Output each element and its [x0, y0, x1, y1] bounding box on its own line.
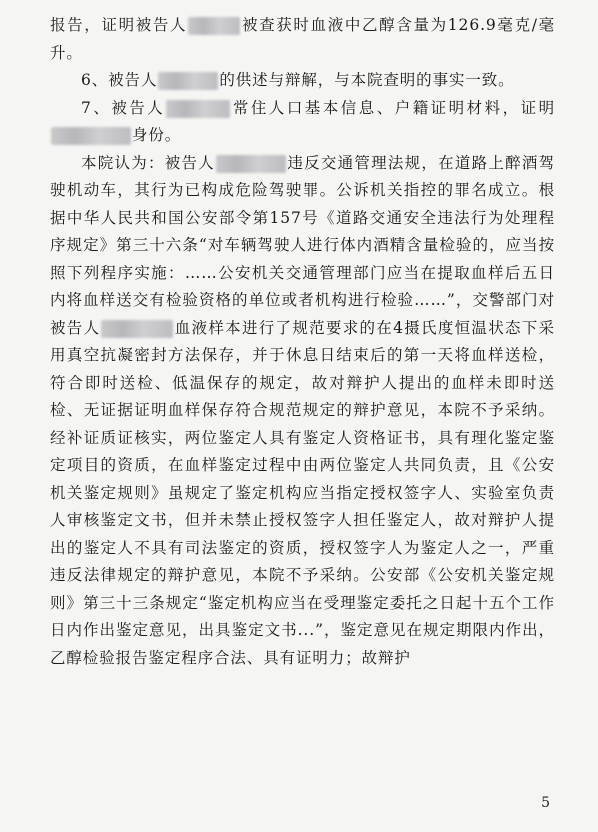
page-number: 5: [541, 795, 550, 811]
paragraph-text: 常住人口基本信息、户籍证明材料，证明: [231, 98, 555, 117]
paragraph-text: 血液样本进行了规范要求的在4摄氏度恒温状态下采用真空抗凝密封方法保存，并于休息日结束后的第一天将血样送检，符合即时送检、低温保存的规定，故对辩护人提出的血样未即时送检、无证据证明血样保存符合规范规定的辩护意见，本院不予采纳。经补证质证核实，两位鉴定人具有鉴定人资格证书，具有理化鉴定鉴定项目的资质，在血样鉴定过程中由两位鉴定人共同负责，且《公安机关鉴定规则》虽规定了鉴定机构应当指定授权签字人、实验室负责人审核鉴定文书，但并未禁止授权签字人担任鉴定人，故对辩护人提出的鉴定人不具有司法鉴定的资质，授权签字人为鉴定人之一，严重违反法律规定的辩护意见，本院不予采纳。公安部《公安机关鉴定规则》第三十三条规定“鉴定机构应当在受理鉴定委托之日起十五个工作日内作出鉴定意见，出具鉴定文书...”，鉴定意见在规定期限内作出，乙醇检验报告鉴定程序合法、具有证明力；故辩护: [50, 318, 555, 667]
redacted-name-block: [51, 127, 131, 145]
paragraph-text: 身份。: [132, 126, 182, 144]
paragraph-text: 本院认为：被告人: [81, 153, 215, 172]
paragraph-text: 的供述与辩解，与本院查明的事实一致。: [219, 71, 515, 89]
redacted-name-block: [166, 100, 230, 118]
redacted-name-block: [188, 17, 240, 35]
redacted-name-block: [158, 72, 218, 90]
paragraph-p1: [50, 12, 555, 67]
paragraph-text: 7、被告人: [81, 98, 166, 117]
paragraph-text: 报告，证明被告人: [50, 16, 188, 34]
paragraph-text: 6、被告人: [81, 71, 158, 89]
redacted-name-block: [101, 320, 173, 338]
paragraph-text: 被查获时血液中乙醇含量为126.9毫克/毫升。: [50, 16, 555, 62]
document-body: [50, 12, 555, 672]
redacted-name-block: [216, 155, 286, 173]
paragraph-p3: [50, 95, 555, 150]
paragraph-p2: [50, 67, 555, 95]
paragraph-p4: [50, 150, 555, 673]
paragraph-text: 违反交通管理法规，在道路上醉酒驾驶机动车，其行为已构成危险驾驶罪。公诉机关指控的罪名成立。根据中华人民共和国公安部令第157号《道路交通安全违法行为处理程序规定》第三十六条“对车辆驾驶人进行体内酒精含量检验的，应当按照下列程序实施：……公安机关交通管理部门应当在提取血样后五日内将血样送交有检验资格的单位或者机构进行检验……”，交警部门对被告人: [50, 153, 555, 337]
